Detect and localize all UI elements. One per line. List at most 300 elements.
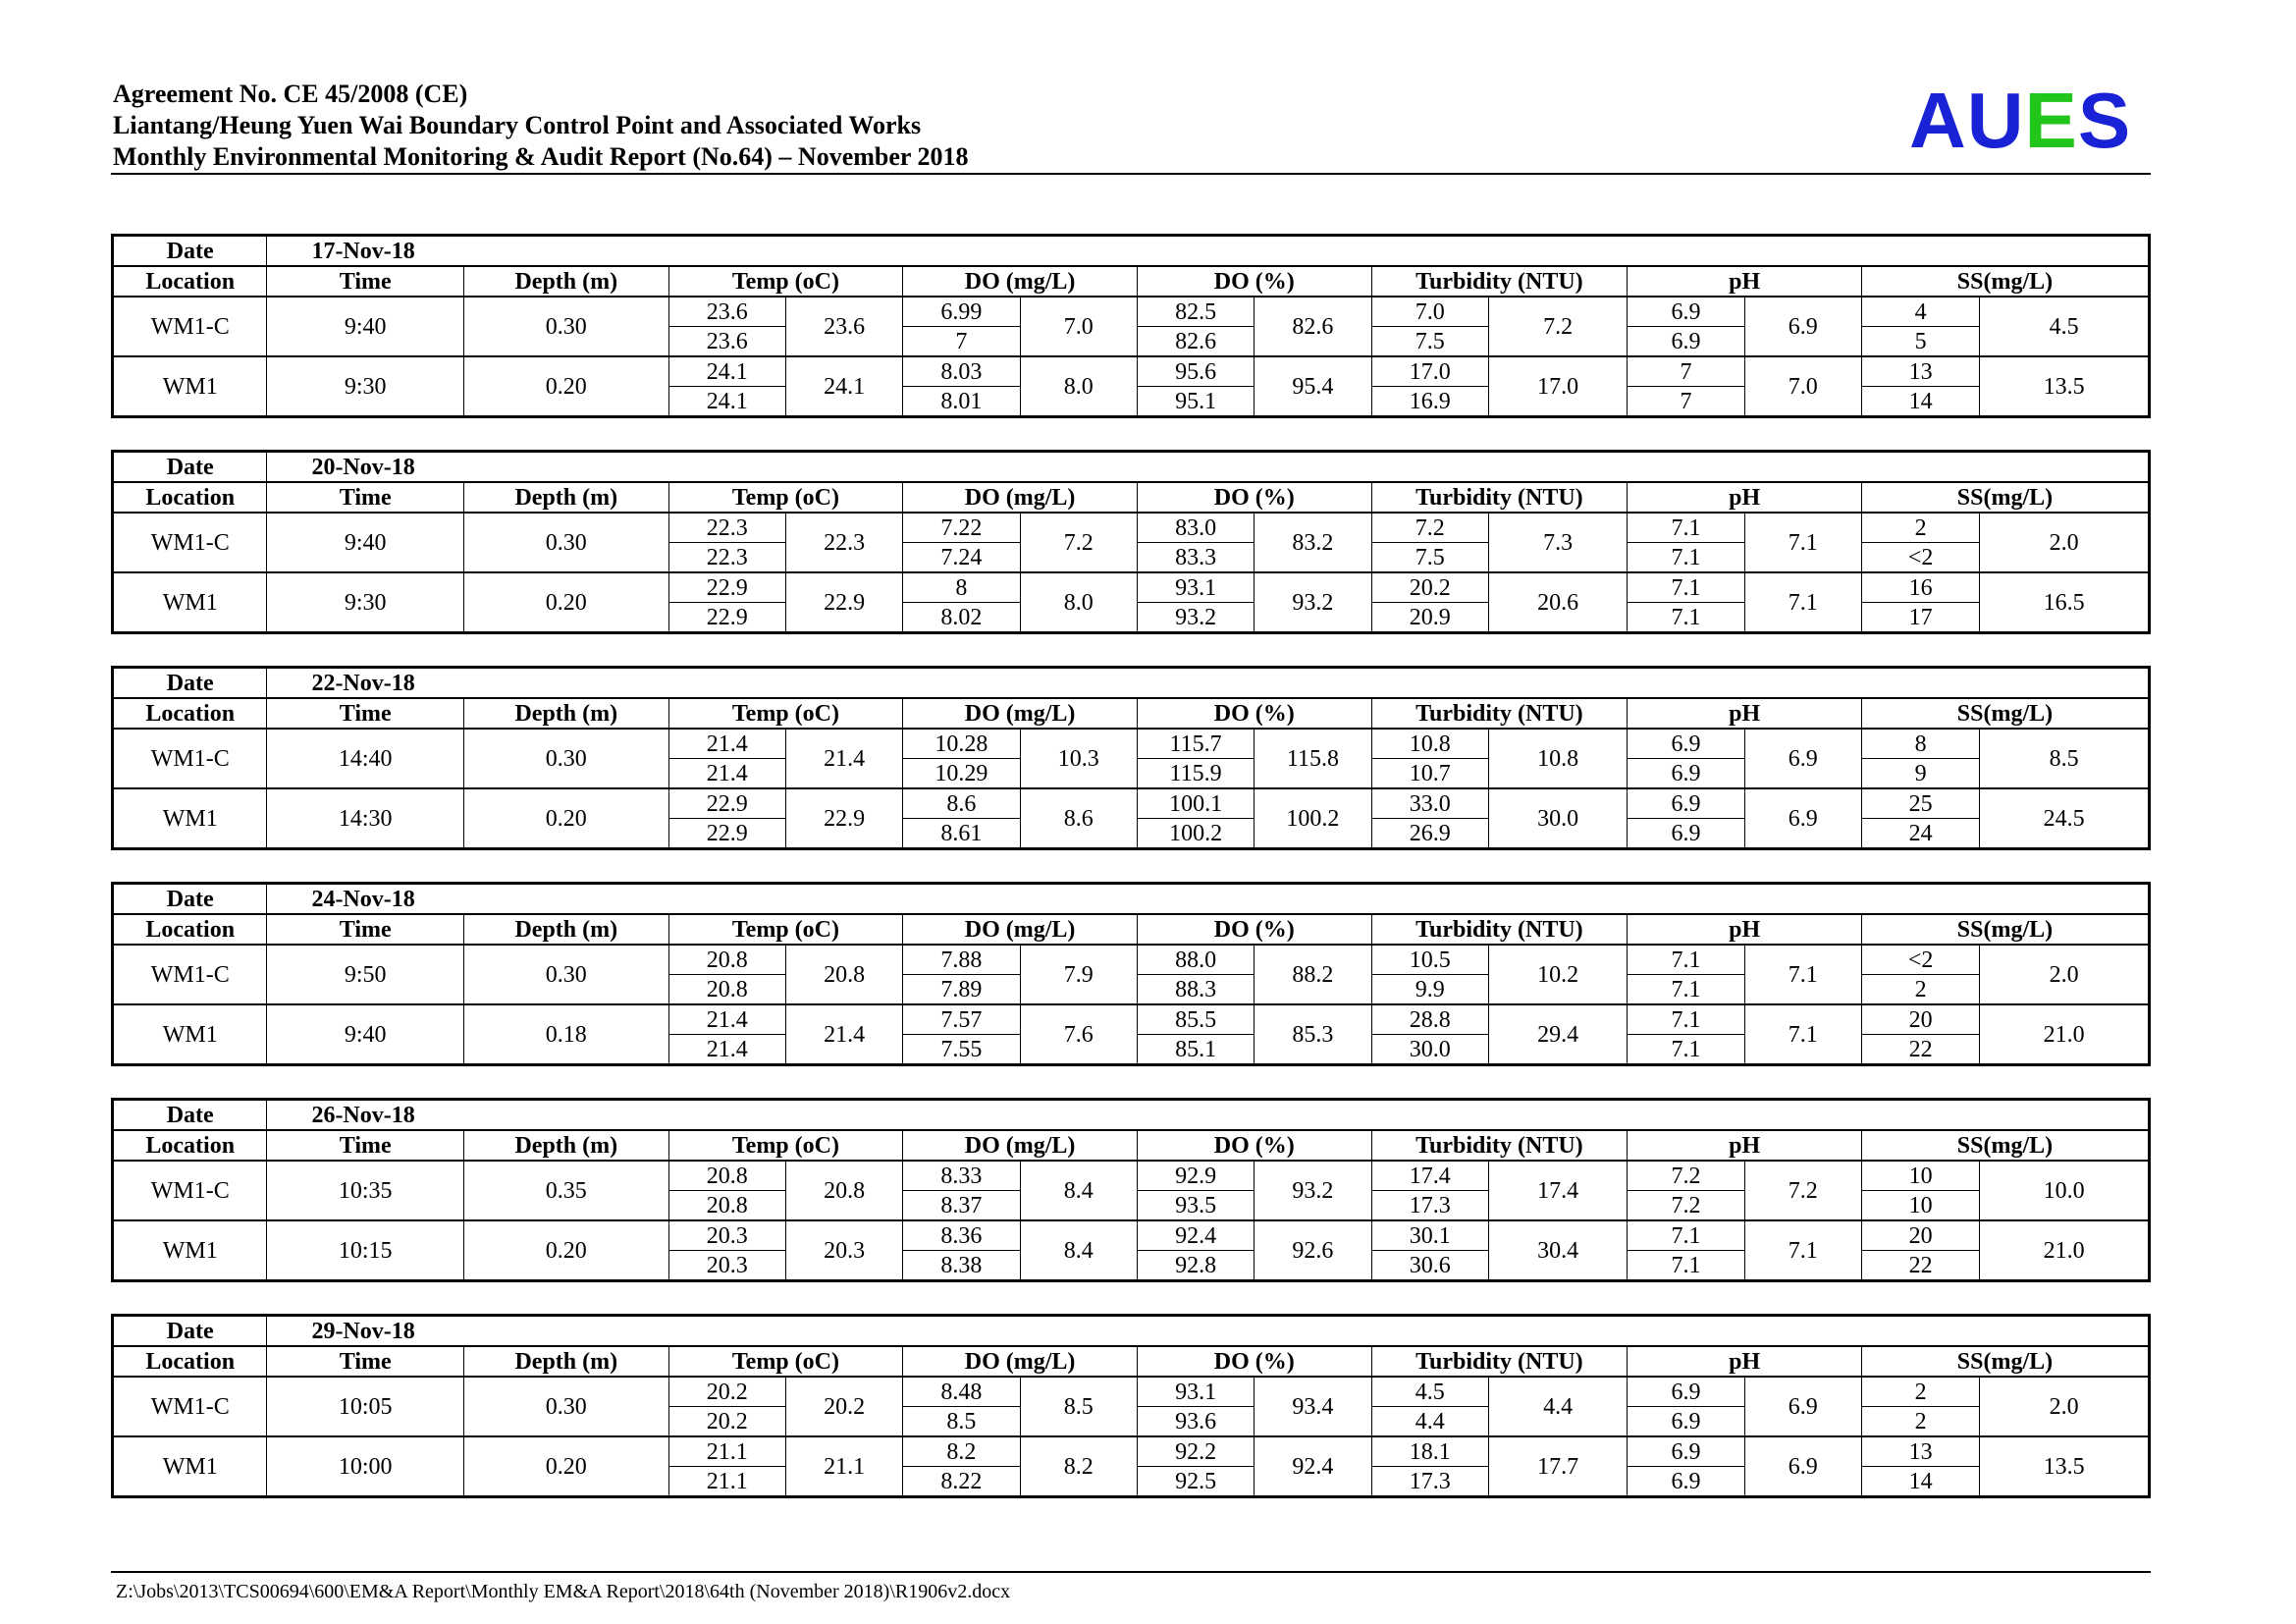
do_pct-average: 93.2	[1255, 1161, 1371, 1220]
temp-reading-2: 20.8	[668, 1191, 785, 1221]
turb-average: 10.8	[1488, 729, 1627, 788]
agreement-number: Agreement No. CE 45/2008 (CE)	[113, 80, 468, 108]
do_mgl-reading-1: 8.48	[903, 1377, 1020, 1407]
column-header-turbidity: Turbidity (NTU)	[1371, 698, 1628, 729]
do_pct-average: 93.4	[1255, 1377, 1371, 1436]
column-header-do-mgl: DO (mg/L)	[903, 482, 1138, 513]
ss-average: 2.0	[1980, 513, 2150, 572]
column-header-depth: Depth (m)	[464, 698, 669, 729]
depth-cell: 0.30	[464, 1377, 669, 1436]
turb-reading-2: 9.9	[1371, 975, 1488, 1005]
column-header-depth: Depth (m)	[464, 1130, 669, 1161]
ph-average: 6.9	[1744, 788, 1861, 849]
ss-average: 16.5	[1980, 572, 2150, 633]
column-header-do-mgl: DO (mg/L)	[903, 1130, 1138, 1161]
table-row	[113, 1377, 2150, 1407]
ph-reading-2: 7.2	[1628, 1191, 1744, 1221]
ph-reading-2: 7.1	[1628, 1251, 1744, 1281]
do_mgl-reading-2: 7	[903, 327, 1020, 357]
ph-reading-1: 6.9	[1628, 729, 1744, 759]
do_pct-reading-2: 100.2	[1137, 819, 1254, 849]
ss-reading-2: 5	[1861, 327, 1979, 357]
do_mgl-reading-1: 8.03	[903, 356, 1020, 387]
column-header-temp: Temp (oC)	[668, 482, 903, 513]
column-header-ss: SS(mg/L)	[1861, 1346, 2149, 1377]
time-cell: 9:40	[267, 297, 464, 356]
date-value: 22-Nov-18	[267, 668, 2150, 699]
ss-reading-1: 8	[1861, 729, 1979, 759]
ss-reading-2: 24	[1861, 819, 1979, 849]
turb-reading-2: 16.9	[1371, 387, 1488, 417]
do_pct-reading-2: 82.6	[1137, 327, 1254, 357]
ss-reading-2: 9	[1861, 759, 1979, 789]
column-header-location: Location	[113, 1130, 267, 1161]
ph-average: 7.1	[1744, 513, 1861, 572]
ph-reading-2: 7.1	[1628, 1035, 1744, 1065]
ph-reading-1: 7.2	[1628, 1161, 1744, 1191]
turb-reading-1: 20.2	[1371, 572, 1488, 603]
ph-average: 6.9	[1744, 297, 1861, 356]
do_pct-reading-1: 85.5	[1137, 1004, 1254, 1035]
do_mgl-average: 8.4	[1020, 1220, 1137, 1281]
turb-reading-1: 7.0	[1371, 297, 1488, 327]
time-cell: 14:40	[267, 729, 464, 788]
column-header-ss: SS(mg/L)	[1861, 914, 2149, 945]
depth-cell: 0.20	[464, 1220, 669, 1281]
column-header-ss: SS(mg/L)	[1861, 482, 2149, 513]
date-table	[111, 234, 2151, 418]
time-cell: 14:30	[267, 788, 464, 849]
do_pct-reading-1: 92.9	[1137, 1161, 1254, 1191]
temp-average: 22.9	[785, 788, 902, 849]
do_mgl-reading-1: 10.28	[903, 729, 1020, 759]
temp-average: 22.9	[785, 572, 902, 633]
temp-reading-2: 24.1	[668, 387, 785, 417]
do_pct-reading-1: 92.2	[1137, 1436, 1254, 1467]
column-header-do-pct: DO (%)	[1137, 482, 1371, 513]
location-cell: WM1	[162, 805, 218, 832]
time-cell: 10:35	[267, 1161, 464, 1220]
depth-cell: 0.30	[464, 729, 669, 788]
temp-average: 20.8	[785, 1161, 902, 1220]
project-title: Liantang/Heung Yuen Wai Boundary Control Point and Associated Works	[113, 111, 922, 139]
turb-average: 30.4	[1488, 1220, 1627, 1281]
do_pct-reading-1: 93.1	[1137, 572, 1254, 603]
table-row	[113, 513, 2150, 543]
table-row	[113, 729, 2150, 759]
time-cell: 9:40	[267, 513, 464, 572]
do_pct-reading-2: 88.3	[1137, 975, 1254, 1005]
depth-cell: 0.30	[464, 945, 669, 1004]
column-header-ph: pH	[1628, 1130, 1862, 1161]
column-header-temp: Temp (oC)	[668, 1130, 903, 1161]
column-header-temp: Temp (oC)	[668, 698, 903, 729]
do_mgl-average: 10.3	[1020, 729, 1137, 788]
column-header-turbidity: Turbidity (NTU)	[1371, 482, 1628, 513]
column-header-time: Time	[267, 266, 464, 297]
temp-average: 21.4	[785, 1004, 902, 1065]
ss-reading-2: 14	[1861, 1467, 1979, 1497]
do_mgl-reading-1: 7.22	[903, 513, 1020, 543]
turb-reading-1: 33.0	[1371, 788, 1488, 819]
do_mgl-average: 8.6	[1020, 788, 1137, 849]
turb-reading-1: 10.8	[1371, 729, 1488, 759]
do_mgl-reading-2: 8.38	[903, 1251, 1020, 1281]
do_pct-average: 82.6	[1255, 297, 1371, 356]
do_pct-average: 100.2	[1255, 788, 1371, 849]
file-path: Z:\Jobs\2013\TCS00694\600\EM&A Report\Monthly EM&A Report\2018\64th (November 2018)\R1906v2.docx	[116, 1581, 1011, 1602]
turb-reading-2: 17.3	[1371, 1191, 1488, 1221]
location-cell: WM1-C	[113, 729, 267, 788]
ss-average: 21.0	[1980, 1004, 2150, 1065]
ss-average: 4.5	[1980, 297, 2150, 356]
ss-reading-2: 22	[1861, 1035, 1979, 1065]
do_pct-average: 85.3	[1255, 1004, 1371, 1065]
monitoring-tables	[111, 234, 2151, 1530]
location-cell: WM1	[162, 373, 218, 400]
temp-reading-2: 23.6	[668, 327, 785, 357]
turb-average: 10.2	[1488, 945, 1627, 1004]
temp-reading-1: 20.8	[668, 945, 785, 975]
turb-reading-1: 28.8	[1371, 1004, 1488, 1035]
ph-reading-1: 6.9	[1628, 297, 1744, 327]
date-table	[111, 882, 2151, 1066]
turb-average: 20.6	[1488, 572, 1627, 633]
do_mgl-average: 7.9	[1020, 945, 1137, 1004]
do_pct-reading-1: 100.1	[1137, 788, 1254, 819]
do_pct-reading-2: 85.1	[1137, 1035, 1254, 1065]
do_pct-average: 95.4	[1255, 356, 1371, 417]
depth-cell: 0.20	[464, 1436, 669, 1497]
turb-reading-1: 30.1	[1371, 1220, 1488, 1251]
turb-average: 30.0	[1488, 788, 1627, 849]
turb-reading-2: 7.5	[1371, 327, 1488, 357]
do_pct-reading-1: 92.4	[1137, 1220, 1254, 1251]
column-header-turbidity: Turbidity (NTU)	[1371, 914, 1628, 945]
ph-reading-1: 7.1	[1628, 513, 1744, 543]
do_mgl-reading-2: 7.89	[903, 975, 1020, 1005]
time-cell: 10:05	[267, 1377, 464, 1436]
ph-reading-1: 6.9	[1628, 1436, 1744, 1467]
date-value: 17-Nov-18	[267, 236, 2150, 267]
temp-average: 23.6	[785, 297, 902, 356]
do_mgl-reading-1: 8	[903, 572, 1020, 603]
table-row	[113, 1004, 2150, 1035]
temp-reading-1: 20.2	[668, 1377, 785, 1407]
time-cell: 10:00	[267, 1436, 464, 1497]
do_pct-reading-1: 115.7	[1137, 729, 1254, 759]
depth-cell: 0.35	[464, 1161, 669, 1220]
date-table	[111, 1098, 2151, 1282]
location-cell: WM1	[162, 1237, 218, 1264]
ph-reading-2: 7.1	[1628, 975, 1744, 1005]
column-header-ph: pH	[1628, 698, 1862, 729]
temp-reading-1: 22.9	[668, 788, 785, 819]
table-row	[113, 945, 2150, 975]
ss-reading-1: 4	[1861, 297, 1979, 327]
temp-average: 24.1	[785, 356, 902, 417]
do_mgl-reading-2: 7.55	[903, 1035, 1020, 1065]
turb-reading-1: 7.2	[1371, 513, 1488, 543]
turb-reading-1: 10.5	[1371, 945, 1488, 975]
ph-reading-2: 6.9	[1628, 1467, 1744, 1497]
ph-average: 6.9	[1744, 729, 1861, 788]
table-row	[113, 1436, 2150, 1467]
ss-average: 21.0	[1980, 1220, 2150, 1281]
ss-reading-1: 20	[1861, 1220, 1979, 1251]
ss-reading-1: 10	[1861, 1161, 1979, 1191]
do_mgl-reading-1: 8.6	[903, 788, 1020, 819]
depth-cell: 0.18	[464, 1004, 669, 1065]
do_mgl-reading-2: 8.22	[903, 1467, 1020, 1497]
ss-average: 13.5	[1980, 1436, 2150, 1497]
temp-reading-2: 20.3	[668, 1251, 785, 1281]
ph-reading-1: 7.1	[1628, 945, 1744, 975]
temp-reading-2: 21.1	[668, 1467, 785, 1497]
column-header-turbidity: Turbidity (NTU)	[1371, 1130, 1628, 1161]
do_pct-reading-2: 93.6	[1137, 1407, 1254, 1437]
turb-reading-2: 17.3	[1371, 1467, 1488, 1497]
time-cell: 10:15	[267, 1220, 464, 1281]
column-header-ph: pH	[1628, 1346, 1862, 1377]
ph-reading-2: 6.9	[1628, 327, 1744, 357]
temp-reading-1: 21.4	[668, 1004, 785, 1035]
ss-reading-2: 2	[1861, 1407, 1979, 1437]
temp-reading-1: 21.4	[668, 729, 785, 759]
ph-average: 7.1	[1744, 1004, 1861, 1065]
depth-cell: 0.20	[464, 356, 669, 417]
do_mgl-average: 7.6	[1020, 1004, 1137, 1065]
do_mgl-reading-2: 7.24	[903, 543, 1020, 573]
turb-reading-2: 20.9	[1371, 603, 1488, 633]
ss-reading-2: 10	[1861, 1191, 1979, 1221]
column-header-temp: Temp (oC)	[668, 914, 903, 945]
do_pct-reading-1: 82.5	[1137, 297, 1254, 327]
turb-reading-1: 4.5	[1371, 1377, 1488, 1407]
ss-reading-2: 14	[1861, 387, 1979, 417]
turb-reading-2: 4.4	[1371, 1407, 1488, 1437]
ph-reading-2: 7.1	[1628, 543, 1744, 573]
ss-average: 2.0	[1980, 945, 2150, 1004]
column-header-location: Location	[113, 914, 267, 945]
do_mgl-reading-1: 8.2	[903, 1436, 1020, 1467]
column-header-turbidity: Turbidity (NTU)	[1371, 1346, 1628, 1377]
column-header-do-pct: DO (%)	[1137, 1130, 1371, 1161]
location-cell: WM1-C	[113, 945, 267, 1004]
temp-reading-1: 20.8	[668, 1161, 785, 1191]
turb-reading-2: 7.5	[1371, 543, 1488, 573]
temp-reading-1: 20.3	[668, 1220, 785, 1251]
date-label: Date	[113, 884, 267, 915]
date-table	[111, 1314, 2151, 1498]
do_mgl-reading-2: 8.5	[903, 1407, 1020, 1437]
do_pct-average: 92.4	[1255, 1436, 1371, 1497]
do_pct-reading-1: 95.6	[1137, 356, 1254, 387]
column-header-do-pct: DO (%)	[1137, 1346, 1371, 1377]
ph-reading-1: 7.1	[1628, 1220, 1744, 1251]
header-divider	[111, 173, 2151, 175]
ph-reading-2: 6.9	[1628, 759, 1744, 789]
temp-reading-2: 20.2	[668, 1407, 785, 1437]
do_mgl-reading-1: 7.88	[903, 945, 1020, 975]
depth-cell: 0.30	[464, 297, 669, 356]
column-header-ss: SS(mg/L)	[1861, 698, 2149, 729]
date-value: 29-Nov-18	[267, 1316, 2150, 1347]
date-label: Date	[113, 452, 267, 483]
do_pct-average: 83.2	[1255, 513, 1371, 572]
temp-average: 20.2	[785, 1377, 902, 1436]
ph-reading-2: 6.9	[1628, 819, 1744, 849]
turb-reading-1: 18.1	[1371, 1436, 1488, 1467]
table-row	[113, 1220, 2150, 1251]
ph-average: 6.9	[1744, 1377, 1861, 1436]
turb-average: 4.4	[1488, 1377, 1627, 1436]
do_pct-reading-2: 93.5	[1137, 1191, 1254, 1221]
ss-reading-1: 20	[1861, 1004, 1979, 1035]
turb-reading-2: 10.7	[1371, 759, 1488, 789]
footer-divider	[111, 1571, 2151, 1573]
turb-average: 7.3	[1488, 513, 1627, 572]
temp-reading-2: 20.8	[668, 975, 785, 1005]
ph-average: 7.1	[1744, 572, 1861, 633]
do_mgl-average: 8.5	[1020, 1377, 1137, 1436]
depth-cell: 0.20	[464, 788, 669, 849]
column-header-do-pct: DO (%)	[1137, 266, 1371, 297]
do_pct-reading-1: 88.0	[1137, 945, 1254, 975]
date-label: Date	[113, 1100, 267, 1131]
column-header-ph: pH	[1628, 266, 1862, 297]
time-cell: 9:50	[267, 945, 464, 1004]
ph-reading-1: 7.1	[1628, 572, 1744, 603]
do_pct-reading-2: 92.5	[1137, 1467, 1254, 1497]
column-header-ph: pH	[1628, 914, 1862, 945]
ss-reading-1: 2	[1861, 1377, 1979, 1407]
do_mgl-reading-2: 8.37	[903, 1191, 1020, 1221]
turb-reading-1: 17.0	[1371, 356, 1488, 387]
turb-reading-2: 30.6	[1371, 1251, 1488, 1281]
temp-average: 20.8	[785, 945, 902, 1004]
depth-cell: 0.20	[464, 572, 669, 633]
column-header-time: Time	[267, 914, 464, 945]
table-row	[113, 356, 2150, 387]
ss-reading-2: 17	[1861, 603, 1979, 633]
temp-reading-2: 22.9	[668, 603, 785, 633]
column-header-ph: pH	[1628, 482, 1862, 513]
ss-average: 2.0	[1980, 1377, 2150, 1436]
date-value: 26-Nov-18	[267, 1100, 2150, 1131]
date-label: Date	[113, 668, 267, 699]
ph-reading-1: 7.1	[1628, 1004, 1744, 1035]
column-header-location: Location	[113, 482, 267, 513]
turb-average: 7.2	[1488, 297, 1627, 356]
do_mgl-reading-1: 8.33	[903, 1161, 1020, 1191]
temp-average: 21.4	[785, 729, 902, 788]
do_mgl-average: 8.0	[1020, 356, 1137, 417]
date-value: 24-Nov-18	[267, 884, 2150, 915]
do_mgl-average: 7.2	[1020, 513, 1137, 572]
column-header-time: Time	[267, 698, 464, 729]
temp-reading-2: 21.4	[668, 759, 785, 789]
column-header-do-mgl: DO (mg/L)	[903, 1346, 1138, 1377]
table-row	[113, 572, 2150, 603]
table-row	[113, 788, 2150, 819]
ss-reading-1: <2	[1861, 945, 1979, 975]
do_mgl-average: 8.4	[1020, 1161, 1137, 1220]
temp-average: 20.3	[785, 1220, 902, 1281]
ph-average: 6.9	[1744, 1436, 1861, 1497]
report-header	[113, 79, 2150, 173]
do_mgl-reading-2: 8.01	[903, 387, 1020, 417]
date-table	[111, 666, 2151, 850]
ss-reading-2: <2	[1861, 543, 1979, 573]
ph-average: 7.1	[1744, 945, 1861, 1004]
ss-average: 13.5	[1980, 356, 2150, 417]
turb-reading-2: 30.0	[1371, 1035, 1488, 1065]
location-cell: WM1-C	[113, 1161, 267, 1220]
time-cell: 9:30	[267, 572, 464, 633]
aues-logo: AUES	[1909, 77, 2132, 164]
column-header-ss: SS(mg/L)	[1861, 1130, 2149, 1161]
turb-reading-1: 17.4	[1371, 1161, 1488, 1191]
do_mgl-average: 8.2	[1020, 1436, 1137, 1497]
date-label: Date	[113, 1316, 267, 1347]
ph-average: 7.0	[1744, 356, 1861, 417]
column-header-time: Time	[267, 482, 464, 513]
do_pct-reading-1: 93.1	[1137, 1377, 1254, 1407]
ss-reading-2: 22	[1861, 1251, 1979, 1281]
column-header-location: Location	[113, 266, 267, 297]
temp-average: 21.1	[785, 1436, 902, 1497]
do_mgl-reading-1: 7.57	[903, 1004, 1020, 1035]
ph-reading-1: 6.9	[1628, 1377, 1744, 1407]
do_mgl-average: 7.0	[1020, 297, 1137, 356]
do_mgl-reading-2: 10.29	[903, 759, 1020, 789]
column-header-location: Location	[113, 1346, 267, 1377]
ss-reading-1: 13	[1861, 356, 1979, 387]
temp-reading-2: 21.4	[668, 1035, 785, 1065]
column-header-location: Location	[113, 698, 267, 729]
ss-reading-1: 2	[1861, 513, 1979, 543]
temp-reading-1: 22.3	[668, 513, 785, 543]
turb-average: 17.0	[1488, 356, 1627, 417]
table-row	[113, 1161, 2150, 1191]
column-header-time: Time	[267, 1346, 464, 1377]
column-header-depth: Depth (m)	[464, 914, 669, 945]
do_mgl-reading-2: 8.61	[903, 819, 1020, 849]
ph-reading-2: 6.9	[1628, 1407, 1744, 1437]
do_mgl-reading-1: 6.99	[903, 297, 1020, 327]
temp-reading-1: 21.1	[668, 1436, 785, 1467]
column-header-ss: SS(mg/L)	[1861, 266, 2149, 297]
ss-average: 24.5	[1980, 788, 2150, 849]
do_mgl-reading-1: 8.36	[903, 1220, 1020, 1251]
do_pct-average: 92.6	[1255, 1220, 1371, 1281]
ss-reading-1: 13	[1861, 1436, 1979, 1467]
temp-average: 22.3	[785, 513, 902, 572]
ss-reading-1: 16	[1861, 572, 1979, 603]
ss-reading-1: 25	[1861, 788, 1979, 819]
do_mgl-average: 8.0	[1020, 572, 1137, 633]
report-title: Monthly Environmental Monitoring & Audit Report (No.64) – November 2018	[113, 142, 969, 171]
column-header-do-mgl: DO (mg/L)	[903, 914, 1138, 945]
do_pct-average: 88.2	[1255, 945, 1371, 1004]
column-header-temp: Temp (oC)	[668, 1346, 903, 1377]
date-value: 20-Nov-18	[267, 452, 2150, 483]
column-header-temp: Temp (oC)	[668, 266, 903, 297]
turb-average: 17.4	[1488, 1161, 1627, 1220]
do_pct-average: 93.2	[1255, 572, 1371, 633]
location-cell: WM1-C	[113, 1377, 267, 1436]
